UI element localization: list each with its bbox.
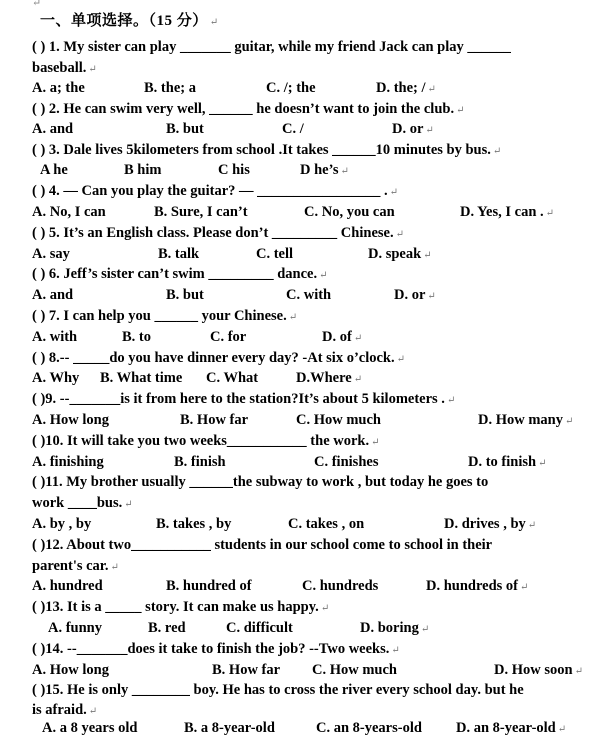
option-row	[32, 618, 600, 638]
answer-option: D. to finish ↵	[468, 454, 547, 470]
option-row	[32, 576, 600, 596]
question-text-line	[32, 680, 600, 700]
question-text-line	[32, 597, 600, 617]
answer-option: A. with	[32, 329, 78, 345]
question-text-line	[32, 472, 600, 492]
answer-option: D. or ↵	[394, 287, 436, 303]
answer-option: D. How soon ↵	[494, 662, 583, 678]
section-title-text: 一、单项选择。（15 分）	[40, 13, 208, 29]
question-text-line	[32, 535, 600, 555]
answer-option: C. No, you can	[304, 204, 395, 220]
answer-option: B. a 8-year-old	[184, 720, 275, 736]
answer-option: B. How far	[180, 412, 249, 428]
return-mark-icon: ↵	[427, 84, 436, 95]
question-text-line	[32, 348, 600, 368]
return-mark-icon: ↵	[389, 187, 399, 198]
return-mark-icon: ↵	[319, 270, 328, 281]
answer-option: A. Why	[32, 370, 80, 386]
question-text: ( ) 1. My sister can play _______ guitar, while my friend Jack can play ______	[32, 39, 511, 55]
question-text: ( )9. --_______is it from here to the station?It’s about 5 kilometers . ↵	[32, 391, 456, 407]
return-mark-icon: ↵	[574, 666, 583, 677]
question-text-line	[32, 140, 600, 160]
answer-option: B. red	[148, 620, 186, 636]
return-mark-icon: ↵	[565, 416, 574, 427]
return-mark-icon: ↵	[492, 146, 502, 157]
answer-option: B. takes , by	[156, 516, 232, 532]
question-text-line	[32, 493, 600, 513]
answer-option: C. finishes	[314, 454, 379, 470]
option-row	[32, 119, 600, 139]
paragraph-mark-icon: ↵	[32, 0, 42, 9]
return-mark-icon: ↵	[124, 499, 133, 510]
return-mark-icon: ↵	[425, 125, 434, 136]
return-mark-icon: ↵	[545, 208, 555, 219]
answer-option: A. How long	[32, 662, 109, 678]
answer-option: B him	[124, 162, 162, 178]
return-mark-icon: ↵	[427, 291, 436, 302]
question-text: baseball. ↵	[32, 60, 97, 76]
question-text: ( ) 5. It’s an English class. Please don’t _________ Chinese. ↵	[32, 225, 404, 241]
answer-option: D. How many ↵	[478, 412, 574, 428]
question-text: ( ) 2. He can swim very well, ______ he doesn’t want to join the club. ↵	[32, 101, 465, 117]
answer-option: B. How far	[212, 662, 281, 678]
answer-option: A. a 8 years old	[42, 720, 138, 736]
return-mark-icon: ↵	[527, 520, 537, 531]
return-mark-icon: ↵	[88, 706, 98, 717]
option-row	[32, 78, 600, 98]
question-text: ( )11. My brother usually ______the subway to work , but today he goes to	[32, 474, 489, 490]
answer-option: B. but	[166, 287, 204, 303]
answer-option: B. the; a	[144, 80, 196, 96]
answer-option: A. say	[32, 246, 70, 262]
return-mark-icon: ↵	[353, 333, 363, 344]
question-text-line	[32, 181, 600, 201]
answer-option: A. How long	[32, 412, 109, 428]
question-text: ( )13. It is a _____ story. It can make us happy. ↵	[32, 599, 330, 615]
option-row	[32, 452, 600, 472]
return-mark-icon: ↵	[340, 166, 349, 177]
question-text: work ____bus. ↵	[32, 495, 133, 511]
answer-option: C. with	[286, 287, 332, 303]
option-row	[32, 660, 600, 680]
question-text-line	[32, 264, 600, 284]
return-mark-icon: ↵	[557, 724, 567, 735]
answer-option: D. hundreds of ↵	[426, 578, 529, 594]
option-row	[32, 718, 600, 738]
return-mark-icon: ↵	[209, 17, 219, 28]
return-mark-icon: ↵	[391, 645, 400, 656]
question-text-line	[32, 639, 600, 659]
answer-option: C. What	[206, 370, 259, 386]
answer-option: A. and	[32, 287, 74, 303]
answer-option: A. by , by	[32, 516, 92, 532]
answer-option: C his	[218, 162, 250, 178]
option-row	[32, 368, 600, 388]
question-text: ( )14. --_______does it take to finish the job? --Two weeks. ↵	[32, 641, 400, 657]
return-mark-icon: ↵	[538, 458, 547, 469]
answer-option: D. drives , by ↵	[444, 516, 537, 532]
answer-option: C. tell	[256, 246, 294, 262]
answer-option: A. funny	[48, 620, 102, 636]
answer-option: C. hundreds	[302, 578, 379, 594]
answer-option: A. finishing	[32, 454, 104, 470]
answer-option: C. an 8-years-old	[316, 720, 422, 736]
answer-option: B. finish	[174, 454, 226, 470]
answer-option: D. Yes, I can . ↵	[460, 204, 555, 220]
return-mark-icon: ↵	[371, 437, 380, 448]
answer-option: D he’s ↵	[300, 162, 349, 178]
answer-option: D. boring ↵	[360, 620, 430, 636]
question-text: ( ) 7. I can help you ______ your Chinese. ↵	[32, 308, 298, 324]
question-text: ( )10. It will take you two weeks___________ the work. ↵	[32, 433, 380, 449]
return-mark-icon: ↵	[288, 312, 298, 323]
return-mark-icon: ↵	[395, 229, 404, 240]
answer-option: C. /; the	[266, 80, 316, 96]
option-row	[32, 327, 600, 347]
answer-option: D.Where ↵	[296, 370, 363, 386]
question-text: ( ) 4. — Can you play the guitar? — _________________ . ↵	[32, 183, 399, 199]
return-mark-icon: ↵	[320, 603, 330, 614]
answer-option: A. a; the	[32, 80, 85, 96]
question-text: ( )12. About two___________ students in our school come to school in their	[32, 537, 493, 553]
return-mark-icon: ↵	[353, 374, 363, 385]
return-mark-icon: ↵	[420, 624, 430, 635]
answer-option: C. How much	[312, 662, 397, 678]
option-row	[32, 514, 600, 534]
question-text: ( ) 6. Jeff’s sister can’t swim _________ dance. ↵	[32, 266, 328, 282]
answer-option: C. takes , on	[288, 516, 365, 532]
answer-option: D. an 8-year-old ↵	[456, 720, 567, 736]
answer-option: D. of ↵	[322, 329, 363, 345]
option-row	[32, 244, 600, 264]
answer-option: B. hundred of	[166, 578, 252, 594]
option-row	[32, 202, 600, 222]
return-mark-icon: ↵	[110, 562, 119, 573]
section-title	[40, 9, 219, 30]
question-text: ( ) 3. Dale lives 5kilometers from school .It takes ______10 minutes by bus. ↵	[32, 142, 502, 158]
option-row	[32, 160, 600, 180]
answer-option: C. /	[282, 121, 304, 137]
answer-option: A. No, I can	[32, 204, 106, 220]
return-mark-icon: ↵	[423, 250, 432, 261]
question-text-line	[32, 556, 600, 576]
answer-option: B. Sure, I can’t	[154, 204, 248, 220]
return-mark-icon: ↵	[446, 395, 456, 406]
answer-option: C. How much	[296, 412, 381, 428]
option-row	[32, 285, 600, 305]
answer-option: B. to	[122, 329, 151, 345]
answer-option: D. or ↵	[392, 121, 434, 137]
answer-option: C. for	[210, 329, 247, 345]
question-text: ( ) 8.-- _____do you have dinner every day? -At six o’clock. ↵	[32, 350, 406, 366]
answer-option: D. the; / ↵	[376, 80, 436, 96]
answer-option: A. hundred	[32, 578, 103, 594]
answer-option: D. speak ↵	[368, 246, 432, 262]
answer-option: A he	[40, 162, 68, 178]
answer-option: A. and	[32, 121, 74, 137]
answer-option: B. talk	[158, 246, 200, 262]
answer-option: B. but	[166, 121, 204, 137]
question-text: ( )15. He is only ________ boy. He has to cross the river every school day. but he	[32, 682, 524, 698]
question-text-line	[32, 389, 600, 409]
question-text-line	[32, 431, 600, 451]
question-text-line	[32, 306, 600, 326]
return-mark-icon: ↵	[520, 582, 529, 593]
option-row	[32, 410, 600, 430]
return-mark-icon: ↵	[396, 354, 406, 365]
question-text: parent's car. ↵	[32, 558, 119, 574]
question-text-line	[32, 99, 600, 119]
question-text-line	[32, 37, 600, 57]
question-text-line	[32, 58, 600, 78]
question-text-line	[32, 700, 600, 720]
answer-option: B. What time	[100, 370, 183, 386]
return-mark-icon: ↵	[88, 64, 97, 75]
question-text-line	[32, 223, 600, 243]
question-text: is afraid. ↵	[32, 702, 98, 718]
return-mark-icon: ↵	[456, 105, 465, 116]
answer-option: C. difficult	[226, 620, 293, 636]
